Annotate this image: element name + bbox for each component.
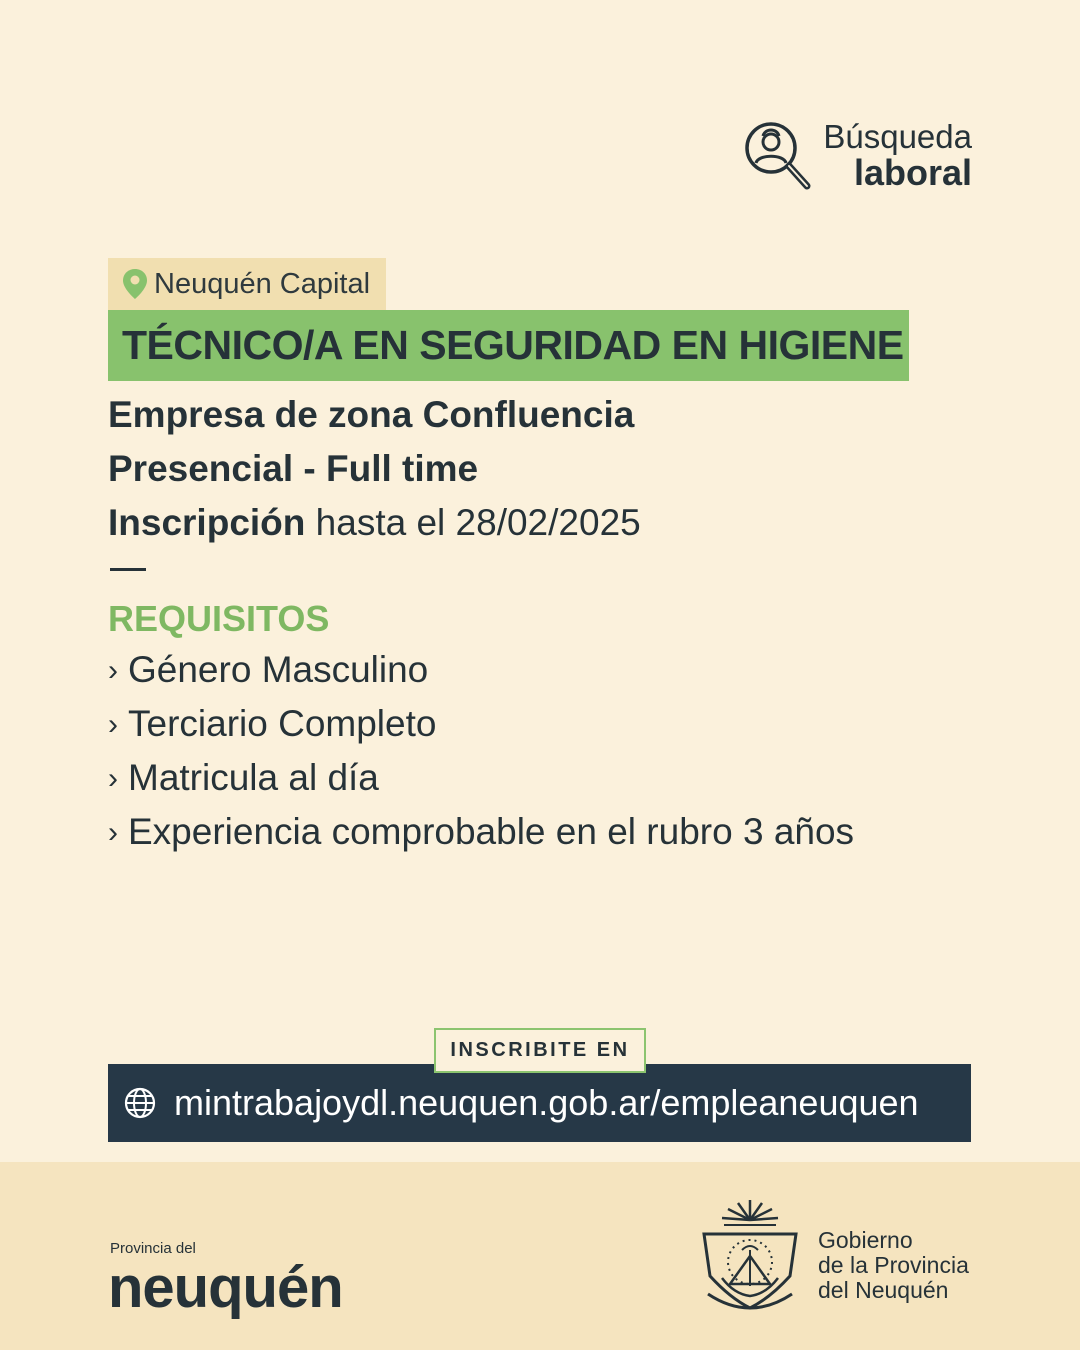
modality-line: Presencial - Full time bbox=[108, 448, 479, 489]
cta-label-text: INSCRIBITE EN bbox=[450, 1039, 630, 1061]
requirement-text: Género Masculino bbox=[128, 649, 429, 690]
chevron-right-icon: › bbox=[108, 816, 118, 849]
registration-deadline: hasta el 28/02/2025 bbox=[305, 502, 641, 543]
brand-line1: Búsqueda bbox=[823, 117, 972, 155]
globe-icon bbox=[124, 1087, 156, 1119]
province-logo-text: neuquén bbox=[108, 1255, 343, 1320]
requirements-list bbox=[108, 644, 854, 860]
location-tag bbox=[108, 258, 386, 310]
job-title: TÉCNICO/A EN SEGURIDAD EN HIGIENE bbox=[122, 322, 904, 368]
gov-line-2: de la Provincia bbox=[818, 1252, 969, 1278]
gobierno-provincia-text bbox=[818, 1228, 969, 1303]
gov-line-3: del Neuquén bbox=[818, 1277, 949, 1303]
province-small-text: Provincia del bbox=[110, 1240, 196, 1257]
requirement-text: Matricula al día bbox=[128, 757, 379, 798]
signup-url-bar[interactable] bbox=[108, 1064, 971, 1142]
chevron-right-icon: › bbox=[108, 654, 118, 687]
job-title-banner bbox=[108, 310, 909, 381]
coat-of-arms-icon bbox=[700, 1198, 800, 1316]
brand-line2: laboral bbox=[853, 152, 972, 194]
list-item bbox=[108, 698, 854, 752]
provincia-neuquen-logo bbox=[108, 1240, 343, 1320]
list-item bbox=[108, 644, 854, 698]
divider bbox=[110, 568, 146, 571]
signup-url[interactable]: mintrabajoydl.neuquen.gob.ar/empleaneuquen bbox=[174, 1082, 919, 1123]
list-item bbox=[108, 752, 854, 806]
busqueda-laboral-brand bbox=[743, 118, 972, 194]
list-item bbox=[108, 806, 854, 860]
chevron-right-icon: › bbox=[108, 708, 118, 741]
location-text: Neuquén Capital bbox=[154, 267, 371, 300]
person-search-icon bbox=[743, 118, 813, 194]
company-line: Empresa de zona Confluencia bbox=[108, 394, 635, 435]
registration-label: Inscripción bbox=[108, 502, 306, 543]
requirement-text: Experiencia comprobable en el rubro 3 años bbox=[128, 811, 855, 852]
cta-label bbox=[434, 1028, 646, 1073]
location-pin-icon bbox=[122, 268, 148, 300]
requirements-heading: REQUISITOS bbox=[108, 598, 330, 639]
gov-line-1: Gobierno bbox=[818, 1227, 913, 1253]
chevron-right-icon: › bbox=[108, 762, 118, 795]
requirement-text: Terciario Completo bbox=[128, 703, 437, 744]
registration-line bbox=[108, 502, 641, 544]
